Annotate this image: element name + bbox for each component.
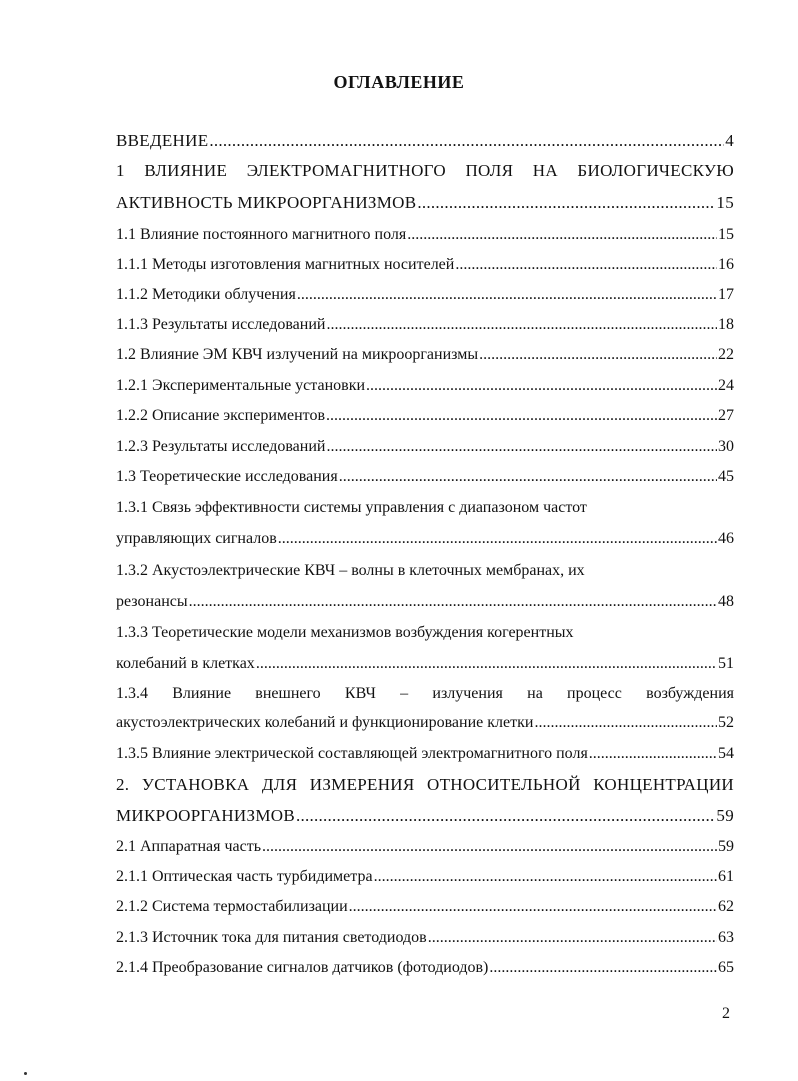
toc-entry-label: 2.1.3 Источник тока для питания светодиодов bbox=[116, 929, 427, 946]
toc-dot-leader bbox=[589, 745, 717, 763]
toc-entry bbox=[116, 407, 734, 425]
toc-entry-page: 18 bbox=[718, 316, 734, 333]
toc-entry-label: 1.2.1 Экспериментальные установки bbox=[116, 377, 366, 394]
toc-entry-label: 1.2 Влияние ЭМ КВЧ излучений на микроорганизмы bbox=[116, 346, 479, 363]
toc-dot-leader bbox=[417, 193, 715, 213]
toc-entry bbox=[116, 161, 734, 181]
toc-entry-page: 52 bbox=[718, 714, 734, 731]
toc-dot-leader bbox=[209, 131, 724, 151]
toc-entry bbox=[116, 593, 734, 611]
toc-entry-page: 61 bbox=[718, 868, 734, 885]
toc-entry-page: 54 bbox=[718, 745, 734, 762]
toc-entry bbox=[116, 806, 734, 826]
scan-speck bbox=[24, 1072, 27, 1075]
toc-entry bbox=[116, 193, 734, 213]
toc-entry bbox=[116, 530, 734, 548]
toc-entry-page: 48 bbox=[718, 593, 734, 610]
toc-dot-leader bbox=[407, 226, 717, 244]
toc-entry-label: 1.3.4 Влияние внешнего КВЧ – излучения на процесс возбуждения bbox=[116, 685, 734, 702]
toc-entry-page: 15 bbox=[716, 193, 734, 212]
toc-dot-leader bbox=[189, 593, 717, 611]
toc-entry bbox=[116, 868, 734, 886]
toc-entry-label: 1.2.3 Результаты исследований bbox=[116, 438, 326, 455]
toc-dot-leader bbox=[455, 256, 717, 274]
toc-dot-leader bbox=[374, 868, 717, 886]
toc-entry bbox=[116, 468, 734, 486]
toc-entry-label: 2.1.1 Оптическая часть турбидиметра bbox=[116, 868, 373, 885]
toc-entry-label: 1.3.5 Влияние электрической составляющей электромагнитного поля bbox=[116, 745, 588, 762]
toc-dot-leader bbox=[296, 806, 715, 826]
toc-entry bbox=[116, 624, 734, 642]
toc-entry-label: 1.3.3 Теоретические модели механизмов возбуждения когерентных bbox=[116, 624, 574, 641]
toc-entry-page: 17 bbox=[718, 286, 734, 303]
toc-entry-label: 1.3.1 Связь эффективности системы управления с диапазоном частот bbox=[116, 499, 587, 516]
toc-entry-label: АКТИВНОСТЬ МИКРООРГАНИЗМОВ bbox=[116, 193, 417, 212]
toc-entry-label: ВВЕДЕНИЕ bbox=[116, 131, 209, 150]
toc-dot-leader bbox=[326, 407, 717, 425]
toc-dot-leader bbox=[339, 468, 717, 486]
toc-entry-page: 63 bbox=[718, 929, 734, 946]
toc-entry-label: 2. УСТАНОВКА ДЛЯ ИЗМЕРЕНИЯ ОТНОСИТЕЛЬНОЙ КОНЦЕНТРАЦИИ bbox=[116, 775, 734, 794]
toc-entry bbox=[116, 438, 734, 456]
toc-entry-page: 59 bbox=[716, 806, 734, 825]
toc-dot-leader bbox=[278, 530, 717, 548]
toc-dot-leader bbox=[479, 346, 717, 364]
toc-entry-page: 45 bbox=[718, 468, 734, 485]
toc-entry bbox=[116, 226, 734, 244]
toc-entry-label: 1.3.2 Акустоэлектрические КВЧ – волны в клеточных мембранах, их bbox=[116, 562, 585, 579]
toc-dot-leader bbox=[349, 898, 717, 916]
toc-entry bbox=[116, 714, 734, 732]
toc-entry bbox=[116, 745, 734, 763]
toc-entry bbox=[116, 346, 734, 364]
toc-dot-leader bbox=[262, 838, 717, 856]
toc-entry-page: 22 bbox=[718, 346, 734, 363]
toc-entry-page: 59 bbox=[718, 838, 734, 855]
toc-entry bbox=[116, 316, 734, 334]
toc-entry-page: 62 bbox=[718, 898, 734, 915]
toc-entry-label: 1.1.1 Методы изготовления магнитных носителей bbox=[116, 256, 455, 273]
toc-entry-label: 1.1.2 Методики облучения bbox=[116, 286, 296, 303]
toc-entry-page: 30 bbox=[718, 438, 734, 455]
toc-entry-page: 4 bbox=[725, 131, 734, 150]
toc-entry bbox=[116, 562, 734, 580]
toc-dot-leader bbox=[428, 929, 717, 947]
toc-dot-leader bbox=[366, 377, 717, 395]
toc-entry-label: 1.2.2 Описание экспериментов bbox=[116, 407, 325, 424]
toc-entry-label: 1.1 Влияние постоянного магнитного поля bbox=[116, 226, 407, 243]
toc-dot-leader bbox=[534, 714, 717, 732]
toc-entry bbox=[116, 286, 734, 304]
toc-entry-label: 2.1.4 Преобразование сигналов датчиков (фотодиодов) bbox=[116, 959, 489, 976]
toc-dot-leader bbox=[256, 655, 717, 673]
toc-entry bbox=[116, 685, 734, 703]
toc-entry-page: 65 bbox=[718, 959, 734, 976]
toc-entry-label: 1.3 Теоретические исследования bbox=[116, 468, 338, 485]
toc-entry-label: 2.1.2 Система термостабилизации bbox=[116, 898, 348, 915]
toc-entry bbox=[116, 131, 734, 151]
toc-entry-label: акустоэлектрических колебаний и функционирование клетки bbox=[116, 714, 534, 731]
toc-entry-label: 2.1 Аппаратная часть bbox=[116, 838, 262, 855]
toc-entry bbox=[116, 929, 734, 947]
toc-entry-label: 1.1.3 Результаты исследований bbox=[116, 316, 326, 333]
toc-entry-label: резонансы bbox=[116, 593, 188, 610]
toc-entry bbox=[116, 898, 734, 916]
toc-entry bbox=[116, 256, 734, 274]
toc-entry bbox=[116, 499, 734, 517]
toc-entry bbox=[116, 959, 734, 977]
toc-entry-page: 16 bbox=[718, 256, 734, 273]
page-number: 2 bbox=[722, 1005, 730, 1022]
toc-entry-label: управляющих сигналов bbox=[116, 530, 277, 547]
toc-entry bbox=[116, 775, 734, 795]
toc-entry bbox=[116, 655, 734, 673]
toc-dot-leader bbox=[326, 316, 717, 334]
toc-entry-label: колебаний в клетках bbox=[116, 655, 255, 672]
toc-entry-page: 24 bbox=[718, 377, 734, 394]
toc-entry-page: 15 bbox=[718, 226, 734, 243]
toc-dot-leader bbox=[489, 959, 717, 977]
toc-dot-leader bbox=[297, 286, 717, 304]
toc-entry bbox=[116, 377, 734, 395]
toc-entry-page: 46 bbox=[718, 530, 734, 547]
toc-entry bbox=[116, 838, 734, 856]
toc-dot-leader bbox=[326, 438, 717, 456]
toc-entry-label: МИКРООРГАНИЗМОВ bbox=[116, 806, 295, 825]
toc-entry-page: 51 bbox=[718, 655, 734, 672]
page-title: ОГЛАВЛЕНИЕ bbox=[333, 72, 465, 92]
toc-entry-page: 27 bbox=[718, 407, 734, 424]
toc-entry-label: 1 ВЛИЯНИЕ ЭЛЕКТРОМАГНИТНОГО ПОЛЯ НА БИОЛОГИЧЕСКУЮ bbox=[116, 161, 734, 180]
